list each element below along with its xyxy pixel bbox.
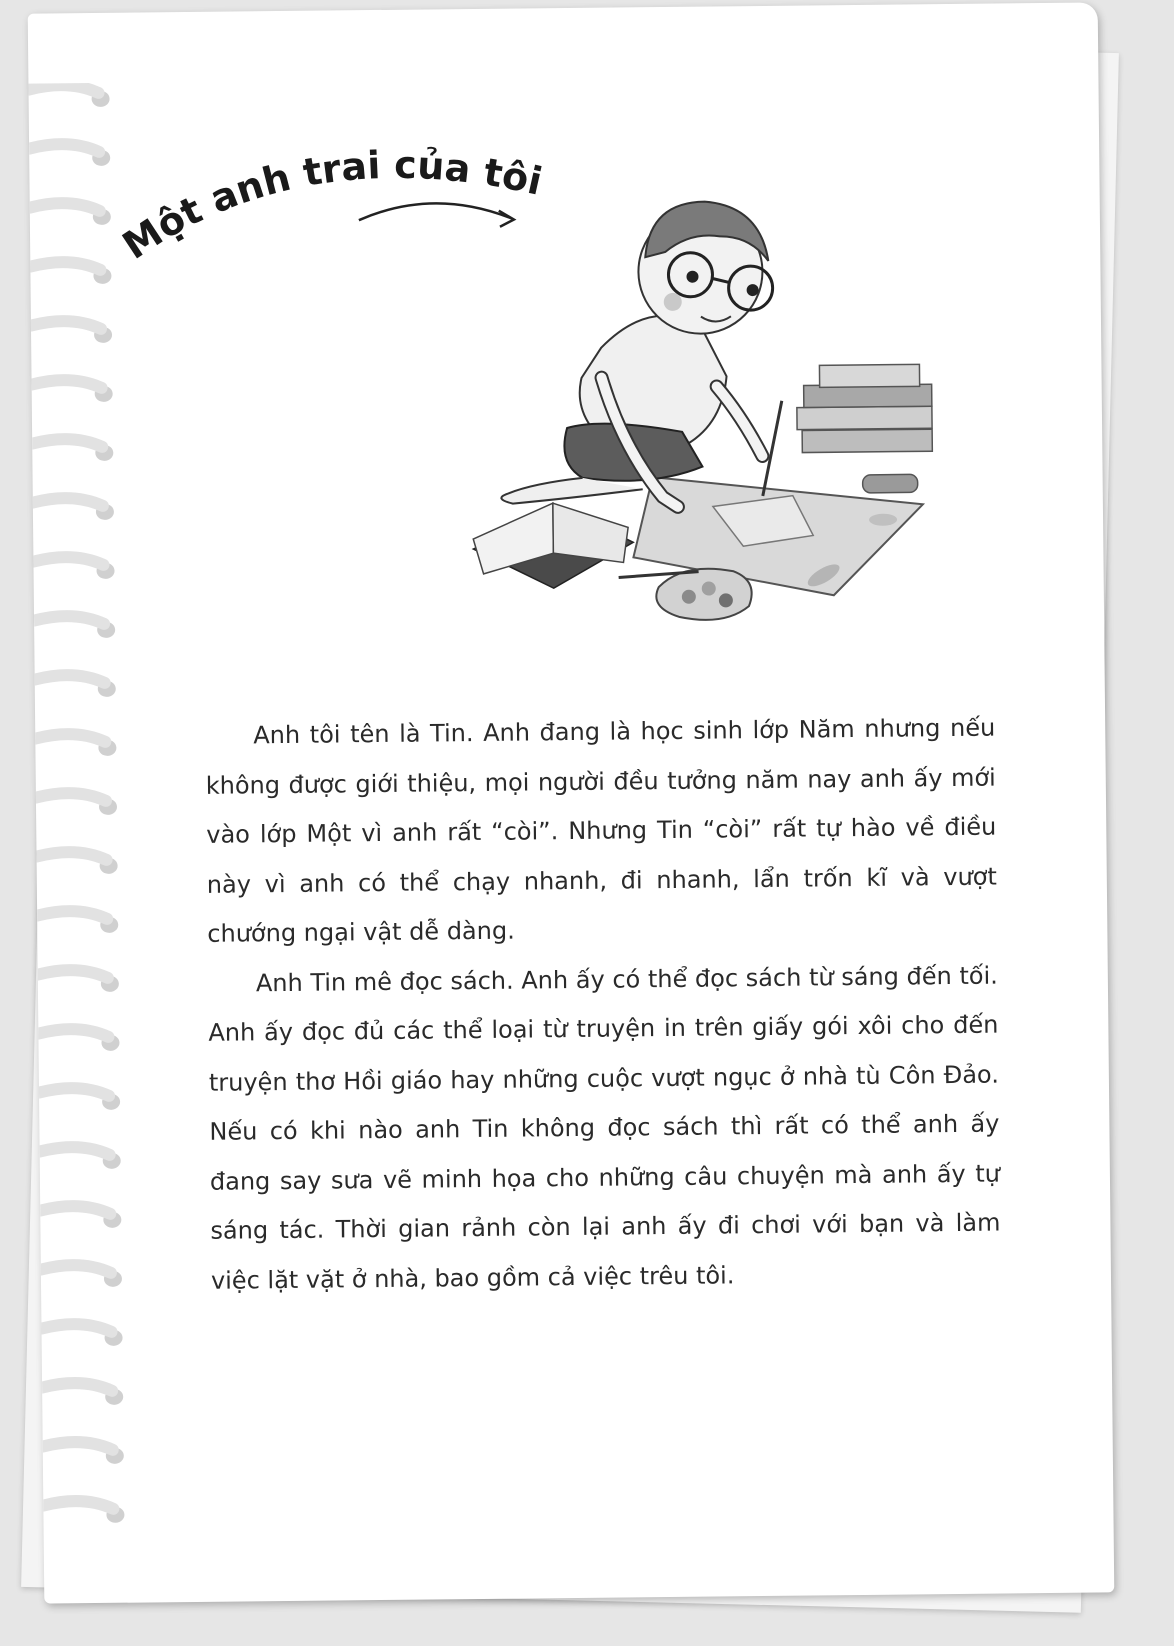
spiral-ring-icon: [36, 793, 117, 816]
spiral-ring-icon: [33, 557, 114, 580]
boy-painting-illustration: [449, 174, 994, 650]
spiral-ring-icon: [39, 1088, 120, 1111]
spiral-ring-icon: [40, 1206, 121, 1229]
paint-palette: [619, 568, 752, 621]
spiral-ring-icon: [38, 1029, 119, 1052]
spiral-ring-icon: [29, 144, 110, 167]
spiral-ring-icon: [33, 498, 114, 521]
spiral-ring-icon: [28, 85, 109, 108]
page-title-text: Một anh trai của tôi: [114, 142, 547, 268]
spiral-ring-icon: [36, 852, 117, 875]
spiral-ring-icon: [32, 439, 113, 462]
spiral-ring-icon: [30, 203, 111, 226]
notebook-page: [28, 2, 1115, 1603]
paragraph-2: Anh Tin mê đọc sách. Anh ấy có thể đọc sách từ sáng đến tối. Anh ấy đọc đủ các thể loại từ truyện in trên giấy gói xôi cho đến truyện thơ Hồi giáo hay những cuộc vượt ngục ở nhà tù Côn Đảo. Nếu có khi nào anh Tin không đọc sách thì rất có thể anh ấy đang say sưa vẽ minh họa cho những câu chuyện mà anh ấy tự sáng tác. Thời gian rảnh còn lại anh ấy đi chơi với bạn và làm việc lặt vặt ở nhà, bao gồm cả việc trêu tôi.: [208, 961, 1001, 1295]
paragraph-1: Anh tôi tên là Tin. Anh đang là học sinh lớp Năm nhưng nếu không được giới thiệu, mọi người đều tưởng năm nay anh ấy mới vào lớp Một vì anh rất “còi”. Nhưng Tin “còi” rất tự hào về điều này vì anh có thể chạy nhanh, đi nhanh, lẩn trốn kĩ và vượt chướng ngại vật dễ dàng.: [205, 713, 997, 948]
spiral-ring-icon: [41, 1324, 122, 1347]
spiral-ring-icon: [32, 380, 113, 403]
spiral-ring-icon: [41, 1265, 122, 1288]
spiral-binding: [28, 82, 153, 1563]
paint-tube: [863, 474, 918, 493]
spiral-ring-icon: [31, 321, 112, 344]
spiral-ring-icon: [40, 1147, 121, 1170]
spiral-ring-icon: [37, 911, 118, 934]
spiral-ring-icon: [38, 970, 119, 993]
spiral-ring-icon: [34, 616, 115, 639]
story-text: [205, 704, 1001, 1306]
spiral-ring-icon: [42, 1383, 123, 1406]
spiral-ring-icon: [35, 675, 116, 698]
spiral-ring-icon: [43, 1501, 124, 1524]
spiral-ring-icon: [35, 734, 116, 757]
spiral-ring-icon: [30, 262, 111, 285]
spiral-ring-icon: [43, 1442, 124, 1465]
open-book: [473, 502, 634, 589]
book-stack: [796, 364, 932, 452]
